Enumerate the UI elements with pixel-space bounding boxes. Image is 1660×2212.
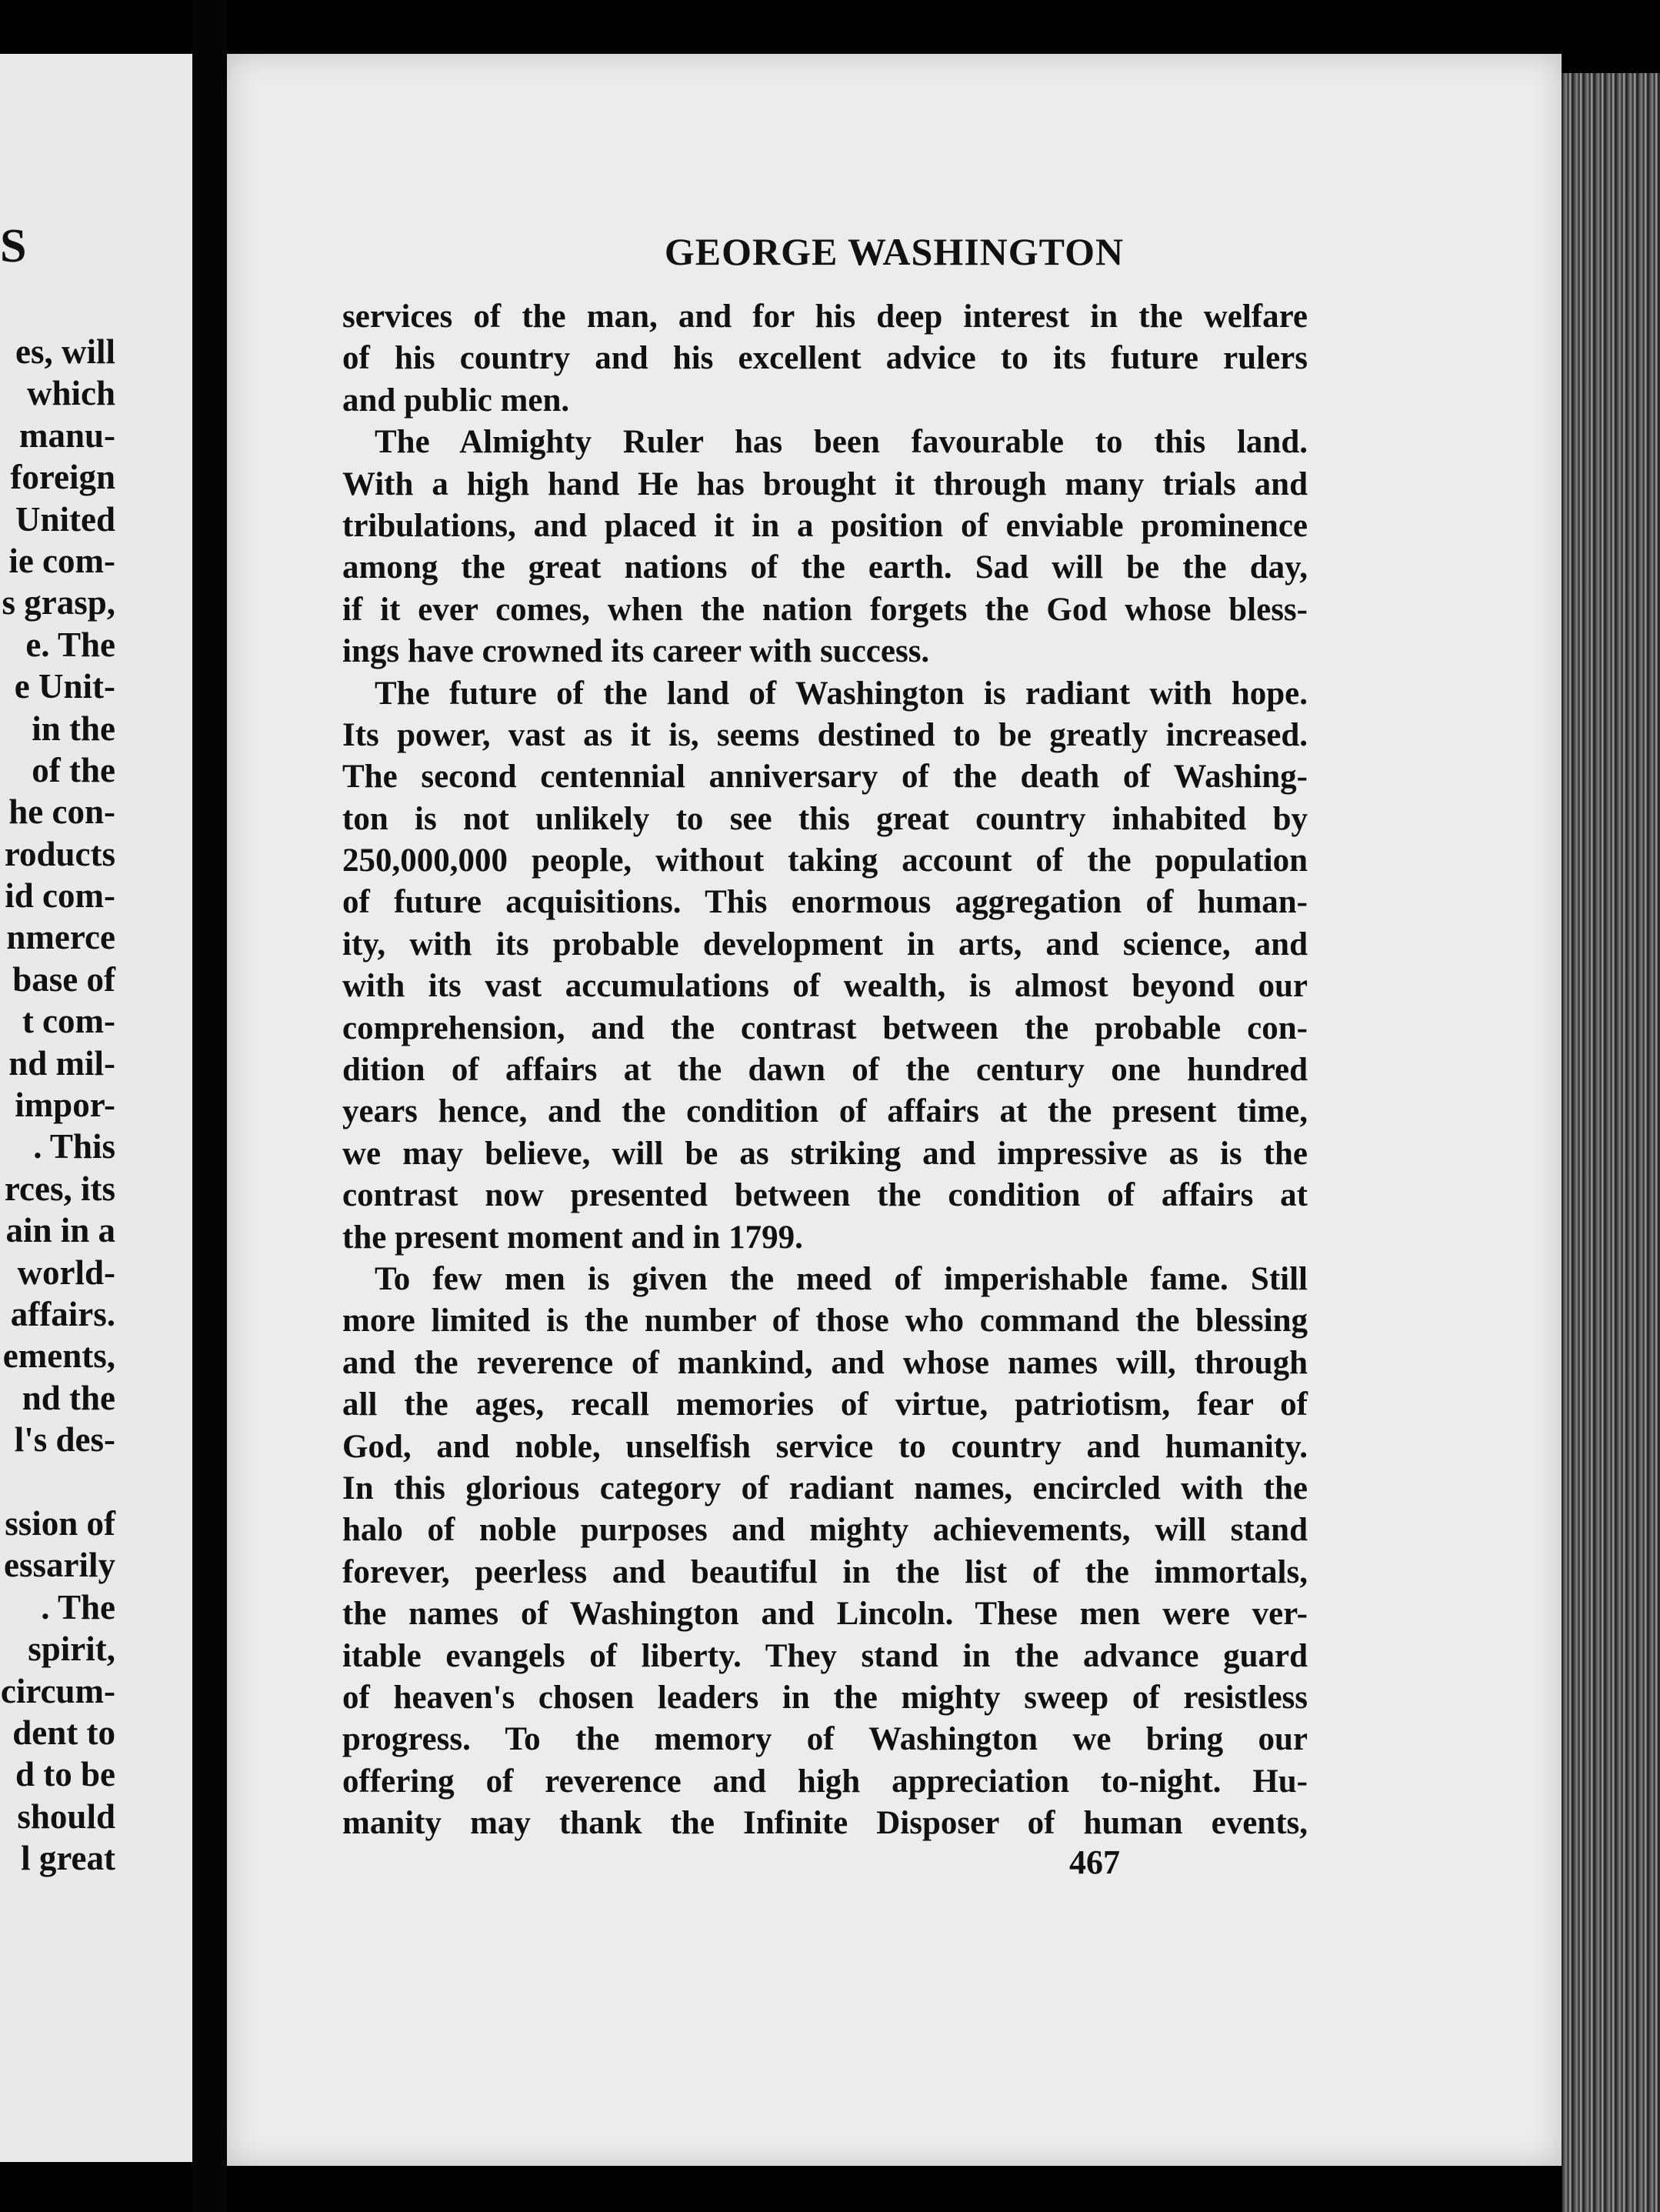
left-page-line: foreign — [10, 458, 115, 497]
left-page-line: base of — [12, 959, 115, 999]
left-page-line: in the — [32, 709, 115, 748]
text-line: more limited is the number of those who command the blessing — [342, 1303, 1308, 1340]
left-page-line: l's des- — [14, 1420, 115, 1460]
left-page-line: he con- — [8, 792, 115, 832]
text-line: of his country and his excellent advice to its future rulers — [342, 340, 1308, 377]
left-page-line: nmerce — [6, 918, 115, 957]
left-page-line: d to be — [15, 1755, 115, 1794]
text-line: all the ages, recall memories of virtue, patriotism, fear of — [342, 1386, 1308, 1423]
binding-gutter — [192, 0, 227, 2212]
text-line: of future acquisitions. This enormous aggregation of human- — [342, 884, 1308, 921]
text-line: the present moment and in 1799. — [342, 1219, 803, 1256]
text-line: itable evangels of liberty. They stand in the advance guard — [342, 1637, 1308, 1674]
left-page-line: of the — [32, 750, 115, 789]
text-line: tribulations, and placed it in a position of enviable prominence — [342, 507, 1308, 544]
left-page-line: circum- — [0, 1671, 115, 1710]
text-line: ings have crowned its career with success. — [342, 633, 930, 670]
text-line: years hence, and the condition of affairs at the present time, — [342, 1093, 1308, 1130]
left-page-line: ements, — [2, 1336, 115, 1376]
body-text — [342, 296, 1308, 1844]
left-page-line: which — [26, 374, 115, 413]
text-line: The second centennial anniversary of the death of Washing- — [342, 759, 1308, 796]
text-line: God, and noble, unselfish service to country and humanity. — [342, 1428, 1308, 1465]
text-line: 250,000,000 people, without taking account of the population — [342, 842, 1308, 879]
text-line: if it ever comes, when the nation forgets the God whose bless- — [342, 591, 1308, 628]
left-page-line — [1, 1461, 115, 1503]
left-page-line: es, will — [15, 332, 115, 371]
left-page-line: dent to — [12, 1713, 115, 1752]
text-line: forever, peerless and beautiful in the list of the immortals, — [342, 1553, 1308, 1590]
left-page-line: ssion of — [5, 1503, 115, 1543]
left-page-line: spirit, — [28, 1630, 115, 1669]
text-line: The future of the land of Washington is radiant with hope. — [375, 675, 1308, 712]
text-line: manity may thank the Infinite Disposer of human events, — [342, 1805, 1308, 1842]
left-page-line: rces, its — [4, 1169, 115, 1208]
left-page-line: nd the — [22, 1378, 115, 1417]
text-line: progress. To the memory of Washington we bring our — [342, 1721, 1308, 1758]
text-line: ton is not unlikely to see this great country inhabited by — [342, 800, 1308, 837]
left-page-line: roducts — [4, 834, 115, 873]
left-page-line: e Unit- — [14, 667, 115, 706]
text-line: and the reverence of mankind, and whose names will, through — [342, 1344, 1308, 1381]
left-page-line: t com- — [22, 1002, 115, 1041]
page-number: 467 — [1069, 1843, 1120, 1881]
left-page-line: essarily — [4, 1546, 115, 1585]
text-line: dition of affairs at the dawn of the century one hundred — [342, 1052, 1308, 1089]
text-line: and public men. — [342, 382, 570, 419]
left-page — [0, 54, 192, 2162]
left-page-line: id com- — [5, 876, 115, 916]
left-page-line: nd mil- — [8, 1043, 115, 1083]
text-line: contrast now presented between the condition of affairs at — [342, 1177, 1308, 1214]
text-line: halo of noble purposes and mighty achievements, will stand — [342, 1512, 1308, 1549]
text-line: offering of reverence and high appreciation to-night. Hu- — [342, 1763, 1308, 1800]
left-page-line: . The — [41, 1587, 115, 1626]
left-page-line: . This — [33, 1127, 115, 1166]
text-line: services of the man, and for his deep interest in the welfare — [342, 299, 1308, 335]
left-page-line: affairs. — [10, 1294, 115, 1333]
running-head: GEORGE WASHINGTON — [664, 230, 1125, 273]
left-page-line: should — [17, 1797, 115, 1836]
left-page-line: l great — [21, 1839, 115, 1878]
text-line: With a high hand He has brought it through many trials and — [342, 465, 1308, 502]
text-line: comprehension, and the contrast between the probable con- — [342, 1009, 1308, 1046]
left-page-line: ain in a — [5, 1211, 115, 1250]
text-line: among the great nations of the earth. Sad will be the day, — [342, 549, 1308, 586]
text-line: The Almighty Ruler has been favourable to this land. — [375, 424, 1308, 461]
text-line: In this glorious category of radiant names, encircled with the — [342, 1470, 1308, 1506]
text-line: the names of Washington and Lincoln. These men were ver- — [342, 1596, 1308, 1633]
left-page-line: ie com- — [8, 541, 115, 580]
text-line: with its vast accumulations of wealth, is almost beyond our — [342, 968, 1308, 1005]
left-page-line: s grasp, — [2, 583, 115, 622]
left-page-line: United — [15, 499, 115, 539]
left-page-line: world- — [17, 1253, 115, 1292]
left-page-line: impor- — [15, 1086, 115, 1125]
text-line: To few men is given the meed of imperishable fame. Still — [375, 1260, 1308, 1297]
text-line: Its power, vast as it is, seems destined to be greatly increased. — [342, 716, 1308, 753]
left-page-text — [1, 331, 115, 1879]
left-page-line: manu- — [18, 415, 115, 455]
text-line: of heaven's chosen leaders in the mighty sweep of resistless — [342, 1679, 1308, 1716]
text-line: ity, with its probable development in arts, and science, and — [342, 926, 1308, 963]
left-page-line: e. The — [25, 625, 115, 664]
left-running-head-fragment: S — [0, 220, 27, 272]
page-edges — [1562, 73, 1660, 2212]
text-line: we may believe, will be as striking and impressive as is the — [342, 1135, 1308, 1172]
